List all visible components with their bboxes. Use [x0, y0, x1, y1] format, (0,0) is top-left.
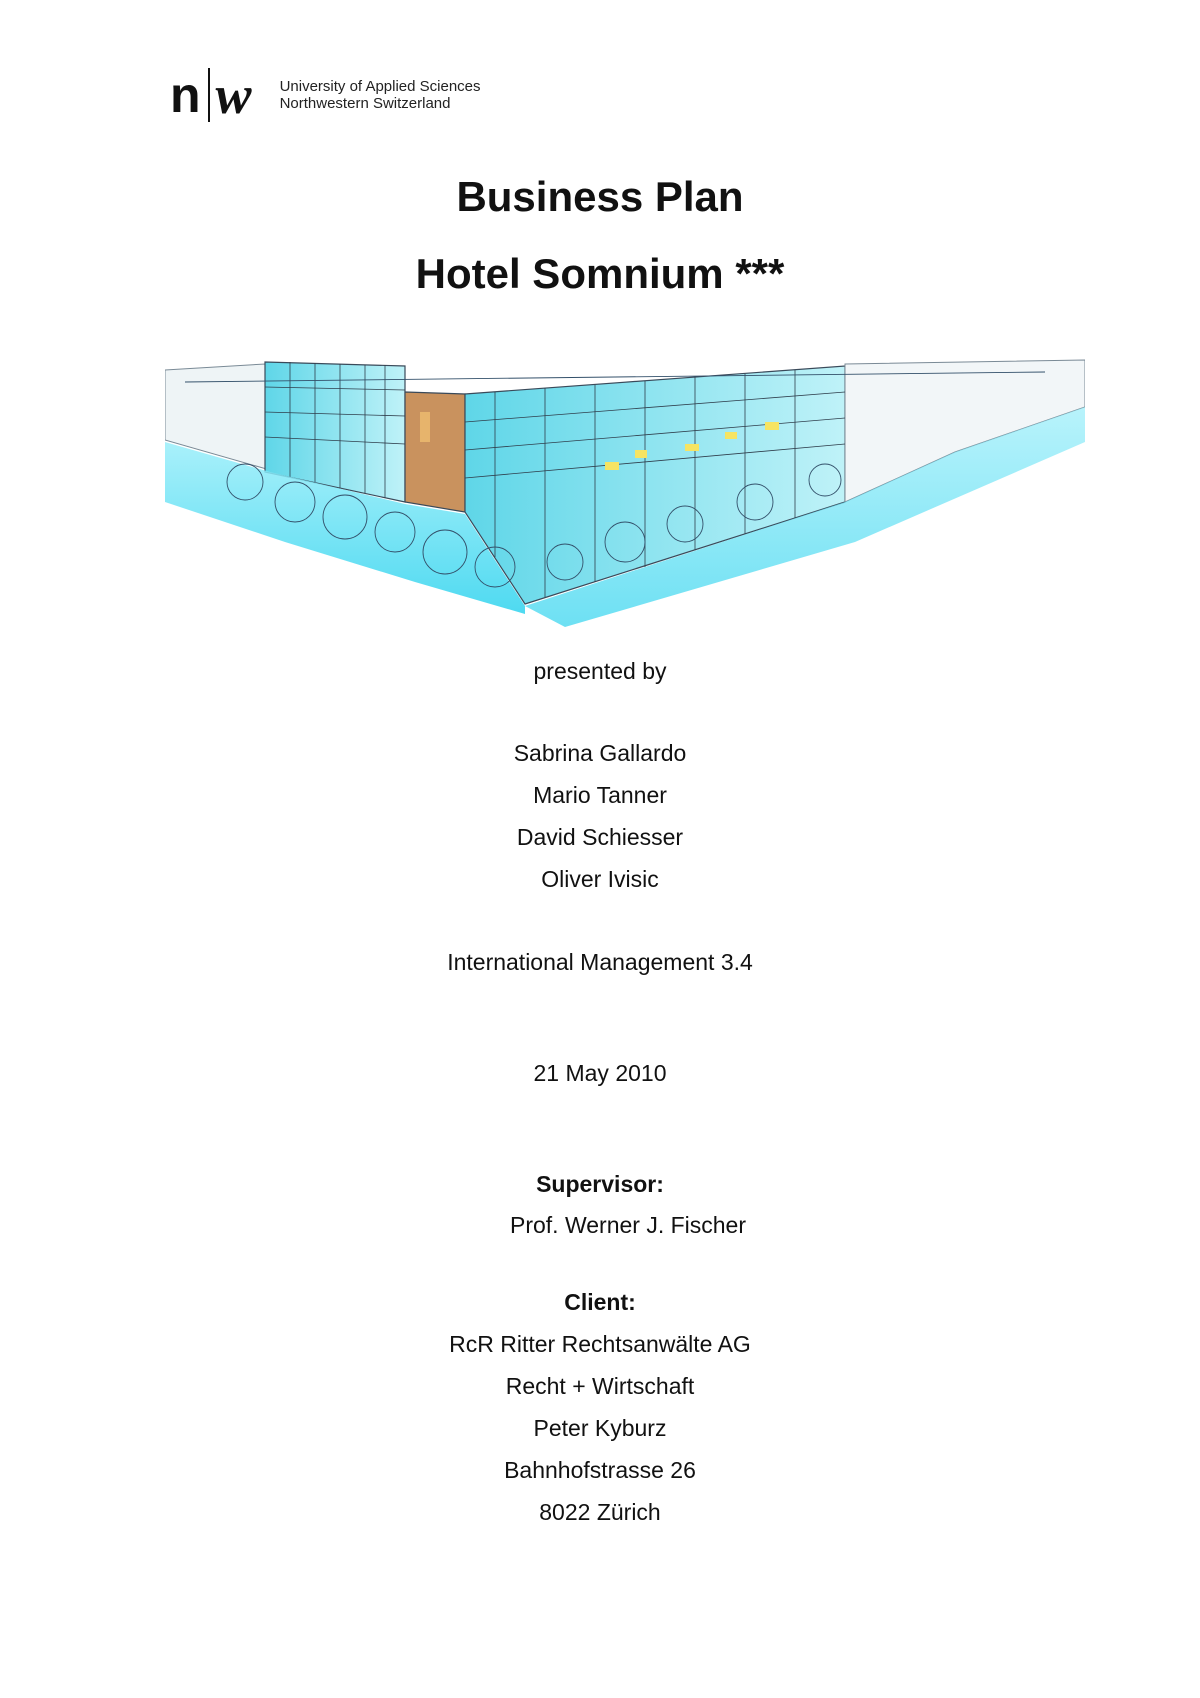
logo-divider — [208, 68, 210, 122]
document-title: Business Plan — [456, 173, 744, 220]
logo-letter-w: w — [215, 65, 252, 125]
logo-letter-n: n — [170, 67, 200, 123]
client-label: Client: — [564, 1289, 636, 1315]
university-logo — [170, 66, 481, 124]
client-address-line: RcR Ritter Rechtsanwälte AG — [449, 1331, 751, 1357]
presented-by-label: presented by — [533, 658, 667, 684]
supervisor-name: Prof. Werner J. Fischer — [509, 1212, 747, 1238]
document-subtitle: Hotel Somnium *** — [415, 250, 785, 297]
client-address-line: Recht + Wirtschaft — [505, 1373, 695, 1399]
course-name: International Management 3.4 — [447, 949, 753, 975]
institution-line-1: University of Applied Sciences — [279, 78, 481, 95]
document-date: 21 May 2010 — [533, 1060, 667, 1086]
author-name: Mario Tanner — [533, 782, 667, 808]
supervisor-label: Supervisor: — [536, 1171, 664, 1197]
author-name: Sabrina Gallardo — [513, 740, 687, 766]
client-address-line: Peter Kyburz — [533, 1415, 667, 1441]
author-name: David Schiesser — [516, 824, 684, 850]
author-name: Oliver Ivisic — [541, 866, 659, 892]
institution-name — [280, 78, 481, 112]
client-address-line: Bahnhofstrasse 26 — [504, 1457, 696, 1483]
hotel-sketch-illustration — [165, 352, 1085, 637]
institution-line-2: Northwestern Switzerland — [279, 95, 451, 112]
client-address-line: 8022 Zürich — [539, 1499, 661, 1525]
nw-logo-mark — [170, 66, 252, 124]
